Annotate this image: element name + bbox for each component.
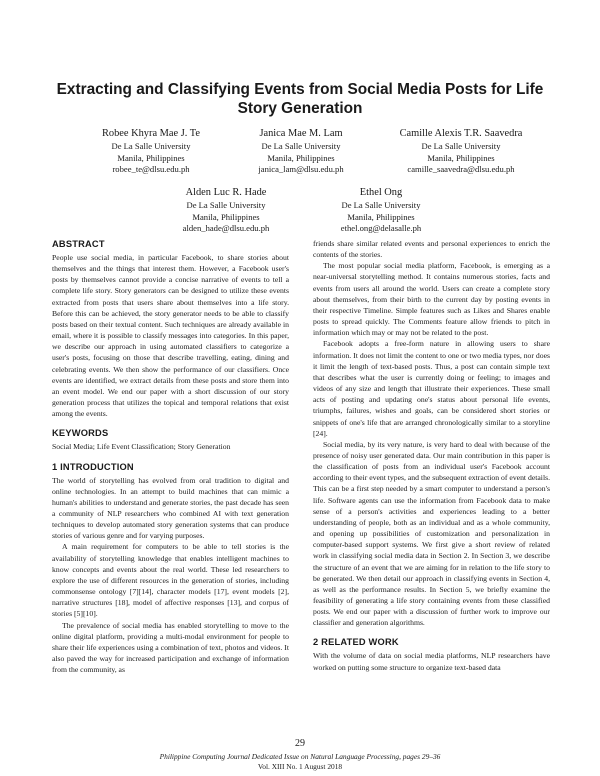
intro-paragraph-2: A main requirement for computers to be able to tell stories is the availability of storytelling knowledge that enables intelligent machines to know concepts and events about the real world. These led researchers to explore the use of different resources in the generation of stories, including commonsense ontology [7][14], character models [17], event models [2], narrative structures [18], model of affective responses [13], and corpus of stories [5][10]. <box>52 542 289 619</box>
author-email: camille_saavedra@dlsu.edu.ph <box>407 164 515 175</box>
author-email: janica_lam@dlsu.edu.ph <box>258 164 344 175</box>
author-name: Camille Alexis T.R. Saavedra <box>399 128 523 139</box>
author-affiliation: De La Salle University <box>421 141 501 151</box>
footer-journal: Philippine Computing Journal Dedicated Issue on Natural Language Processing, pages 29–36 <box>159 752 441 761</box>
intro-paragraph-1: The world of storytelling has evolved from oral tradition to digital and online technologies. In an attempt to build machines that can mimic a human's abilities to understand and generate stories, the past decade has seen a community of NLP researchers who combined AI with text generation techniques to develop automated story generation systems that can produce stories of various genre and for varying purposes. <box>52 475 289 541</box>
author-block-1 <box>66 127 236 176</box>
intro-paragraph-4: The most popular social media platform, Facebook, is emerging as a near-universal storytelling method. It contains numerous stories, facts and events from users all around the world. Users can create a complete story about themselves, from their birth to the current day by posting events in their respective Timeline. Simple features such as Likes and Shares enable posts to spread quickly. The Comments feature allow friends to pitch in information which may or may not be related to the post. <box>313 261 550 338</box>
author-location: Manila, Philippines <box>427 152 495 163</box>
paper-title: Extracting and Classifying Events from Social Media Posts for Life Story Generation <box>56 81 544 117</box>
author-email: robee_te@dlsu.edu.ph <box>112 164 190 175</box>
author-email: ethel.ong@delasalle.ph <box>340 223 422 234</box>
author-block-4 <box>141 186 311 235</box>
keywords-heading: KEYWORDS <box>52 428 109 439</box>
abstract-text: People use social media, in particular Facebook, to share stories about themselves and the things that interest them. However, a Facebook user's posts by themselves cannot provide a concise narrative of events to tell a complete life story. Story generators can be designed to utilize these events extracted from posts that users share about themselves into a life story. Before this can be achieved, the story generator needs to be able to classify posts based on their textual content. Such techniques are already available in email, where it is possible to classify messages into categories. In this paper, we describe our approach in using automated classifiers to categorize a user's posts, focusing on those that describe travelling, eating, dining and celebrating events. We then show the performance of our classifiers. Once events are identified, we extract details from these posts and store them into an event model. We end our paper with a short discussion of our story generation process that utilizes the topical and temporal relations that exist among the events. <box>52 253 289 419</box>
author-name: Janica Mae M. Lam <box>259 128 343 139</box>
author-affiliation: De La Salle University <box>186 200 266 210</box>
author-affiliation: De La Salle University <box>111 141 191 151</box>
page-number: 29 <box>295 738 305 749</box>
related-work-paragraph-1: With the volume of data on social media platforms, NLP researchers have worked on putting some structure to organize text-based data <box>313 651 550 672</box>
author-location: Manila, Philippines <box>192 211 260 222</box>
intro-paragraph-3: The prevalence of social media has enabled storytelling to move to the online digital platform, providing a multi-modal environment for people to share their life experiences using a combination of text, photos and videos. It also paved the way for increased participation and exchange of information from the community, as <box>52 620 289 675</box>
author-block-5 <box>296 186 466 235</box>
right-column <box>313 238 550 673</box>
author-location: Manila, Philippines <box>117 152 185 163</box>
footer-volume: Vol. XIII No. 1 August 2018 <box>257 761 343 771</box>
author-email: alden_hade@dlsu.edu.ph <box>182 223 270 234</box>
keywords-text: Social Media; Life Event Classification; Story Generation <box>52 442 231 452</box>
abstract-heading: ABSTRACT <box>52 239 105 249</box>
introduction-heading: 1 INTRODUCTION <box>52 461 134 472</box>
author-name: Alden Luc R. Hade <box>185 187 267 198</box>
author-name: Robee Khyra Mae J. Te <box>101 128 201 139</box>
related-work-heading: 2 RELATED WORK <box>313 637 399 648</box>
left-column <box>52 238 289 675</box>
author-location: Manila, Philippines <box>347 211 415 222</box>
author-affiliation: De La Salle University <box>261 141 341 151</box>
author-name: Ethel Ong <box>359 187 403 198</box>
intro-paragraph-5: Facebook adopts a free-form nature in allowing users to share information. It does not limit the content to one or two media types, nor does it limit the length of text-based posts. Thus, a post can contain simple text that describes what the user is currently doing or feeling; to images and videos of any size and length that illustrate their experiences. These small acts of posting and updating one's status about personal life events, triumphs, failures, wishes and goals, can be considered short stories or snippets of one's life that are arranged chronologically similar to a storyline [24]. <box>313 339 550 438</box>
intro-paragraph-6: Social media, by its very nature, is very hard to deal with because of the presence of noisy user generated data. Our main contribution in this paper is the classification of posts from an individual user's Facebook account according to their event types, and the subsequent extraction of event details. This can be a first step needed by a smart computer to understand a person's life. Software agents can use the information from Facebook data to make sense of a person's activities and experiences leading to a better understanding of people, both as an individual and as a whole community, and opening up possibilities of customization and personalization in computer-based support systems. We first give a short review of related work in classifying social media data in Section 2. In Section 3, we describe the structure of an event that we are aiming for in relation to the life story to be generated. We then detail our approach in classifying events in Section 4, as well as the performance results. In Section 5, we briefly examine the feasibility of generating a life story containing events from these classified posts. We end our paper with a discussion of further work to improve our classifier and generation algorithms. <box>313 439 550 628</box>
intro-paragraph-continued: friends share similar related events and personal experiences to enrich the contents of the stories. <box>313 239 550 260</box>
author-block-2 <box>216 127 386 176</box>
author-affiliation: De La Salle University <box>341 200 421 210</box>
author-location: Manila, Philippines <box>267 152 335 163</box>
page-footer <box>0 752 600 771</box>
author-block-3 <box>376 127 546 176</box>
